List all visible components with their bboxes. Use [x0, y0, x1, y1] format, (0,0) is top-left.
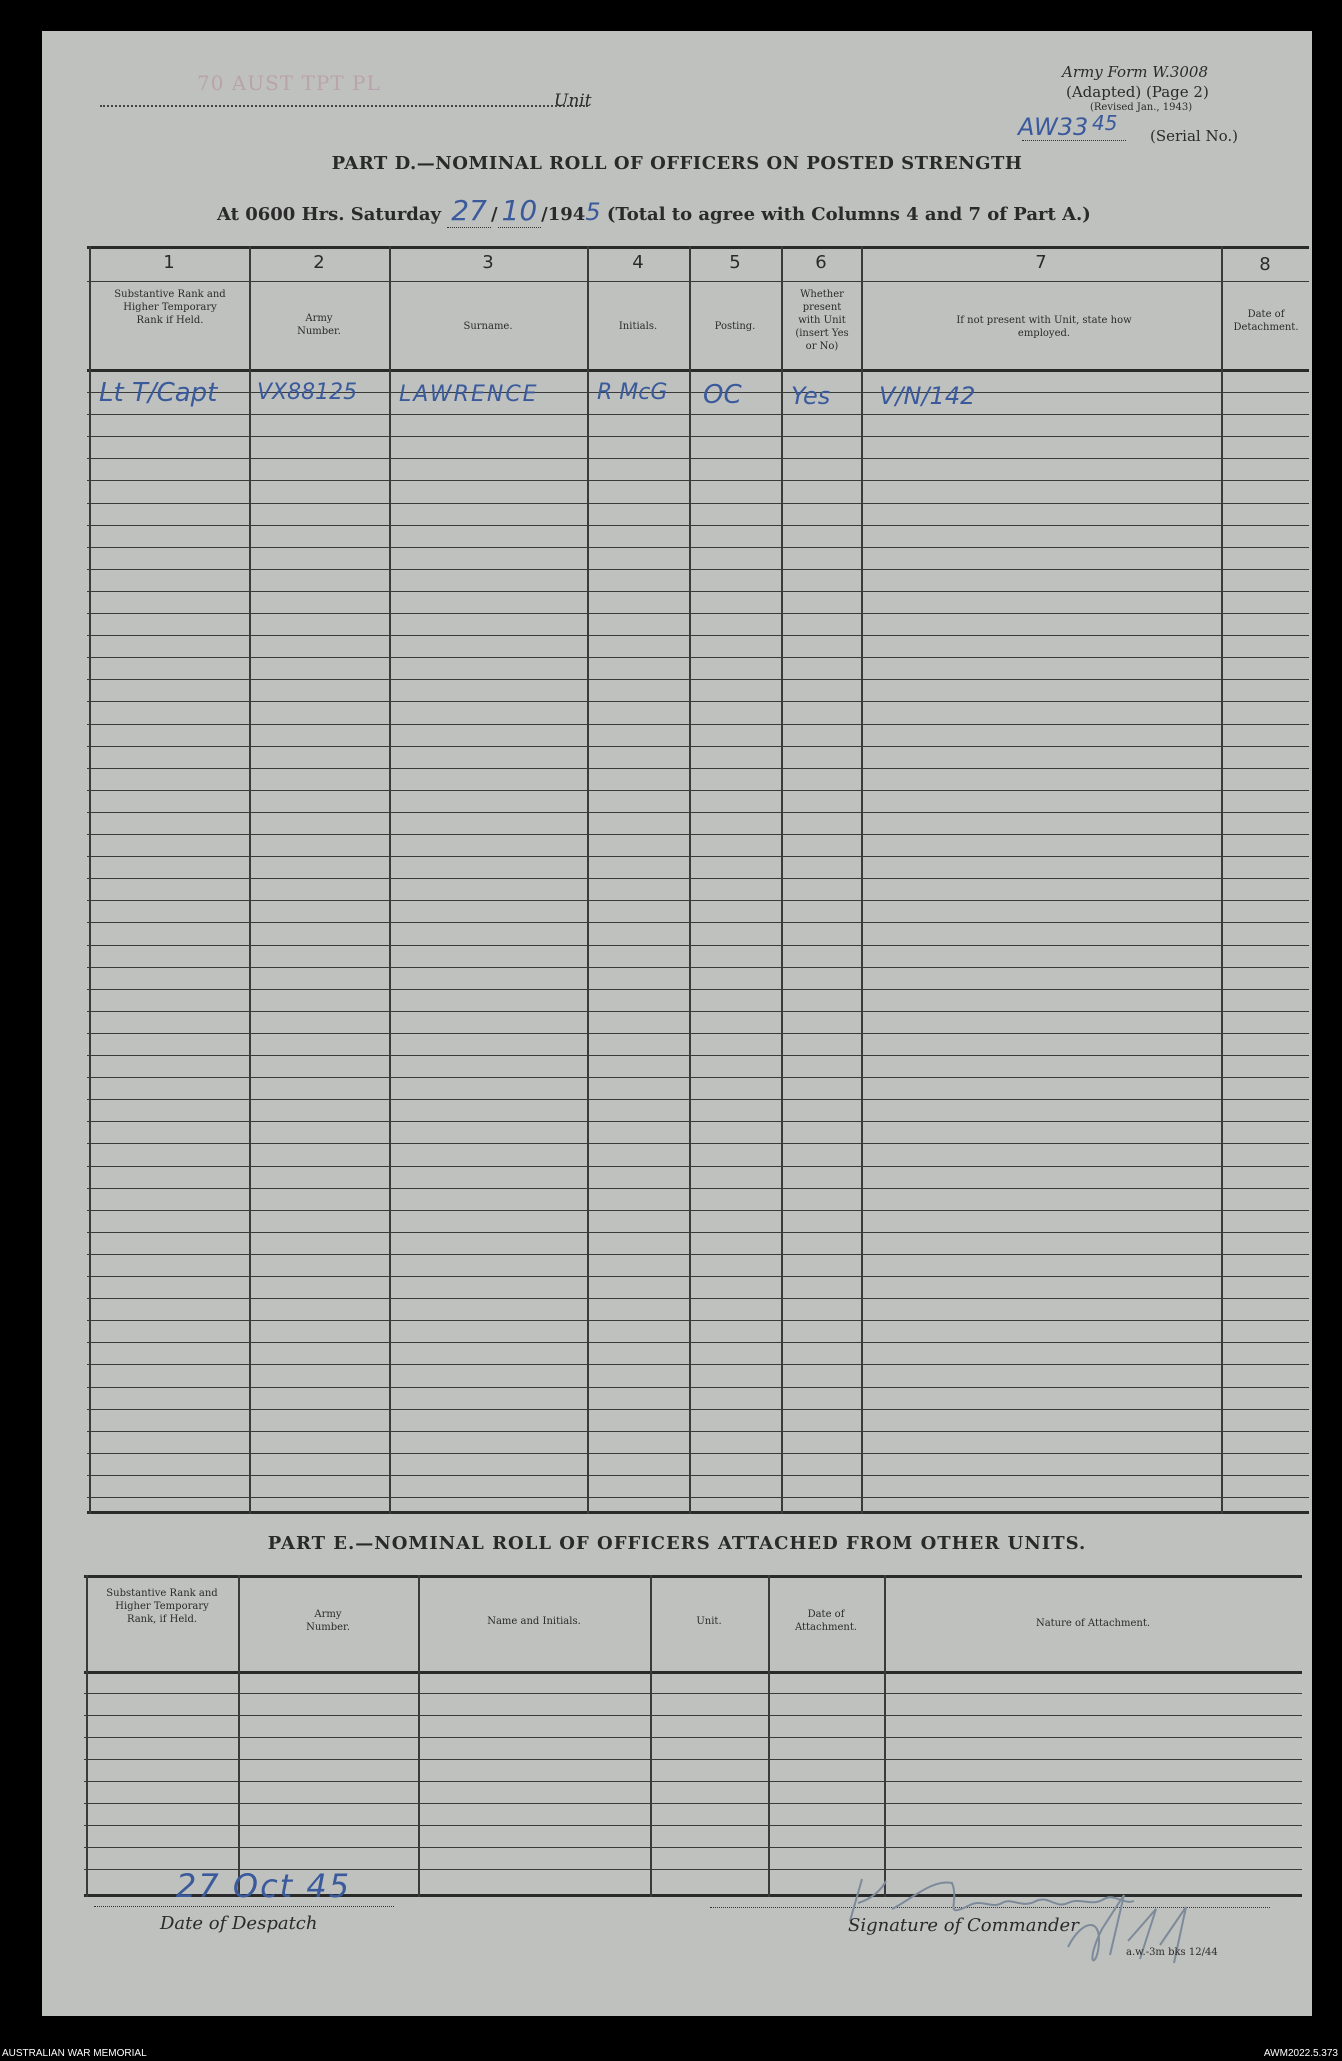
ruled-line: [87, 967, 1309, 968]
ruled-line: [87, 1320, 1309, 1321]
ruled-line: [87, 1099, 1309, 1100]
col-7-num: 7: [1035, 252, 1047, 273]
ruled-line: [87, 989, 1309, 990]
col-8-label: Date of Detachment.: [1233, 309, 1299, 333]
ruled-line: [87, 1342, 1309, 1343]
ruled-line: [84, 1693, 1302, 1694]
part-e-table: [84, 1575, 1302, 1897]
ruled-line: [87, 1475, 1309, 1476]
ruled-line: [87, 1453, 1309, 1454]
col-8-num: 8: [1259, 254, 1271, 275]
entry-posting: OC: [703, 380, 742, 410]
ruled-line: [87, 1431, 1309, 1432]
form-revised: (Revised Jan., 1943): [1090, 102, 1193, 113]
ruled-line: [87, 1254, 1309, 1255]
ruled-line: [87, 414, 1309, 415]
signature-label: Signature of Commander: [848, 1915, 1079, 1936]
ruled-line: [87, 790, 1309, 791]
col-5-label: Posting.: [714, 321, 756, 332]
ruled-line: [87, 701, 1309, 702]
ruled-line: [87, 1298, 1309, 1299]
part-d-title: PART D.—NOMINAL ROLL OF OFFICERS ON POSTED STRENGTH: [331, 153, 1023, 174]
part-d-table: [87, 246, 1309, 1514]
form-sheet: [42, 31, 1312, 2016]
unit-dotted-line: [100, 105, 588, 107]
date-year-digit: 5: [585, 198, 601, 226]
ruled-line: [84, 1825, 1302, 1826]
ruled-line: [84, 1781, 1302, 1782]
ruled-line: [87, 1143, 1309, 1144]
ruled-line: [87, 1364, 1309, 1365]
unit-stamp: 70 AUST TPT PL: [197, 71, 381, 95]
ruled-line: [87, 436, 1309, 437]
ruled-line: [87, 613, 1309, 614]
ruled-line: [87, 1011, 1309, 1012]
date-year-prefix: 194: [547, 204, 586, 225]
col-3-num: 3: [482, 252, 494, 273]
ruled-line: [87, 1055, 1309, 1056]
form-name: Army Form W.3008: [1062, 63, 1208, 81]
col-3-label: Surname.: [463, 321, 513, 332]
ruled-line: [87, 569, 1309, 570]
date-month: 10: [498, 194, 542, 228]
e-col-1-label: Substantive Rank and Higher Temporary Rank, if Held.: [106, 1588, 218, 1625]
serial-handwritten: AW33: [1018, 113, 1089, 141]
col-2-num: 2: [313, 252, 325, 273]
archive-reference: AWM2022.5.373: [1263, 2048, 1338, 2059]
serial-label: (Serial No.): [1150, 127, 1238, 145]
ruled-line: [87, 922, 1309, 923]
col-6-label: Whether present with Unit (insert Yes or No): [795, 289, 849, 352]
ruled-line: [87, 547, 1309, 548]
col-2-label: Army Number.: [297, 313, 341, 337]
print-code: a.w.-3m bks 12/44: [1126, 1947, 1218, 1958]
ruled-line: [87, 480, 1309, 481]
ruled-line: [87, 679, 1309, 680]
e-col-6-label: Nature of Attachment.: [1035, 1618, 1151, 1629]
ruled-line: [84, 1847, 1302, 1848]
part-e-title: PART E.—NOMINAL ROLL OF OFFICERS ATTACHED FROM OTHER UNITS.: [267, 1533, 1087, 1554]
ruled-line: [87, 1387, 1309, 1388]
serial-underline: [1022, 140, 1126, 141]
form-adapted: (Adapted) (Page 2): [1066, 83, 1209, 101]
ruled-line: [87, 768, 1309, 769]
part-d-date-line: At 0600 Hrs. Saturday 27 / 10 /1945 (Total to agree with Columns 4 and 7 of Part A.): [217, 194, 1091, 227]
ruled-line: [87, 525, 1309, 526]
ruled-line: [87, 1033, 1309, 1034]
entry-initials: R McG: [597, 380, 668, 405]
despatch-dotted-line: [94, 1906, 394, 1907]
col-4-num: 4: [632, 252, 644, 273]
ruled-line: [87, 1409, 1309, 1410]
ruled-line: [87, 724, 1309, 725]
ruled-line: [87, 834, 1309, 835]
serial-year: 45: [1092, 111, 1118, 135]
ruled-line: [87, 591, 1309, 592]
col-5-num: 5: [729, 252, 741, 273]
at-prefix: At 0600 Hrs. Saturday: [217, 204, 442, 225]
ruled-line: [87, 900, 1309, 901]
entry-employment: V/N/142: [879, 382, 976, 410]
ruled-line: [87, 1166, 1309, 1167]
col-1-label: Substantive Rank and Higher Temporary Rank if Held.: [114, 289, 226, 326]
despatch-label: Date of Despatch: [160, 1913, 318, 1934]
e-col-2-label: Army Number.: [306, 1609, 350, 1633]
ruled-line: [87, 945, 1309, 946]
e-col-3-label: Name and Initials.: [487, 1616, 581, 1627]
e-col-4-label: Unit.: [696, 1616, 722, 1627]
ruled-line: [87, 878, 1309, 879]
ruled-line: [87, 746, 1309, 747]
e-col-5-label: Date of Attachment.: [794, 1609, 858, 1633]
archive-credit: AUSTRALIAN WAR MEMORIAL: [2, 2048, 147, 2059]
unit-label: Unit: [554, 91, 592, 111]
ruled-line: [87, 812, 1309, 813]
ruled-line: [87, 1497, 1309, 1498]
ruled-line: [87, 635, 1309, 636]
ruled-line: [84, 1715, 1302, 1716]
ruled-line: [84, 1759, 1302, 1760]
entry-surname: LAWRENCE: [399, 382, 539, 407]
ruled-line: [84, 1737, 1302, 1738]
ruled-line: [87, 856, 1309, 857]
col-1-num: 1: [163, 252, 175, 273]
entry-present: Yes: [791, 382, 831, 410]
ruled-line: [87, 1210, 1309, 1211]
date-day: 27: [447, 194, 491, 228]
ruled-line: [87, 1232, 1309, 1233]
ruled-line: [87, 503, 1309, 504]
entry-rank: Lt T/Capt: [99, 378, 218, 408]
ruled-line: [87, 1077, 1309, 1078]
ruled-line: [87, 1121, 1309, 1122]
ruled-line: [87, 458, 1309, 459]
despatch-date-value: 27 Oct 45: [176, 1867, 352, 1905]
col-7-label: If not present with Unit, state how employed.: [956, 315, 1132, 339]
ruled-line: [87, 1276, 1309, 1277]
entry-army-number: VX88125: [257, 380, 358, 405]
ruled-line: [87, 657, 1309, 658]
col-6-num: 6: [815, 252, 827, 273]
ruled-line: [87, 1188, 1309, 1189]
col-4-label: Initials.: [618, 321, 658, 332]
ruled-line: [84, 1803, 1302, 1804]
total-note: (Total to agree with Columns 4 and 7 of Part A.): [606, 204, 1091, 225]
